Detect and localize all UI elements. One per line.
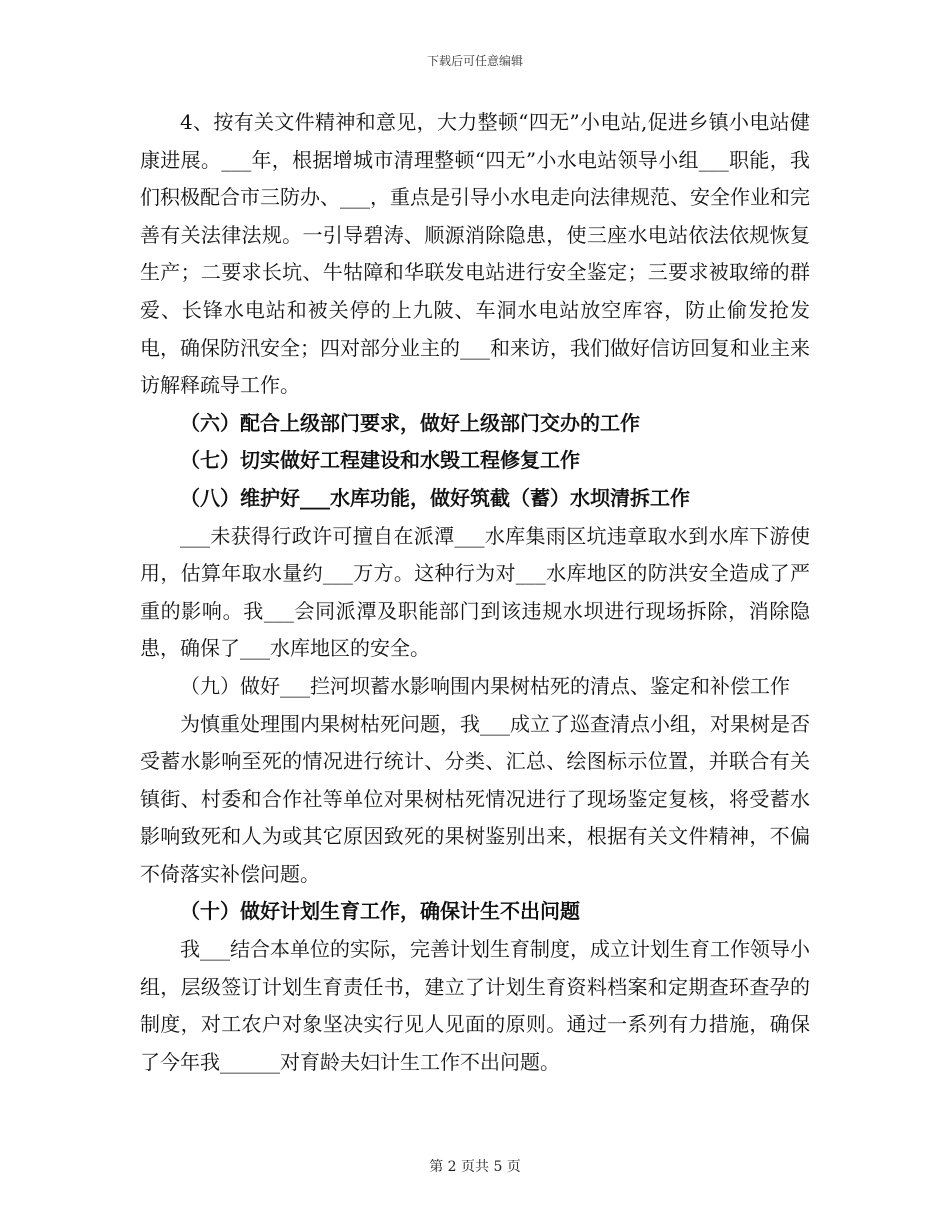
document-body <box>140 104 810 1081</box>
section-heading-10: （十）做好计划生育工作，确保计生不出问题 <box>180 899 580 924</box>
paragraph-family-planning: 我___结合本单位的实际，完善计划生育制度，成立计划生育工作领导小组，层级签订计划生育责任书，建立了计划生育资料档案和定期查环查孕的制度，对工农户对象坚决实行见人见面的原则。通过一系列有力措施，确保了今年我______对育龄夫妇计生工作不出问题。 <box>140 937 810 1074</box>
page-number: 第 2 页共 5 页 <box>429 1159 521 1175</box>
section-heading-8: （八）维护好___水库功能，做好筑截（蓄）水坝清拆工作 <box>180 485 690 510</box>
paragraph-rectify-power-stations: 4、按有关文件精神和意见，大力整顿“四无”小电站,促进乡镇小电站健康进展。___年，根据增城市清理整顿“四无”小水电站领导小组___职能，我们积极配合市三防办、___，重点是引导小水电走向法律规范、安全作业和完善有关法律法规。一引导碧涛、顺源消除隐患，使三座水电站依法依规恢复生产；二要求长坑、牛牯障和华联发电站进行安全鉴定；三要求被取缔的群爱、长锋水电站和被关停的上九陂、车洞水电站放空库容，防止偷发抢发电，确保防汛安全；四对部分业主的___和来访，我们做好信访回复和业主来访解释疏导工作。 <box>140 110 810 398</box>
paragraph-dam-removal: ___未获得行政许可擅自在派潭___水库集雨区坑违章取水到水库下游使用，估算年取水量约___万方。这种行为对___水库地区的防洪安全造成了严重的影响。我___会同派潭及职能部门到该违规水坝进行现场拆除，消除隐患，确保了___水库地区的安全。 <box>140 523 810 661</box>
section-heading-9: （九）做好___拦河坝蓄水影响围内果树枯死的清点、鉴定和补偿工作 <box>180 673 790 698</box>
section-heading-6: （六）配合上级部门要求，做好上级部门交办的工作 <box>180 410 640 435</box>
section-heading-7: （七）切实做好工程建设和水毁工程修复工作 <box>180 448 580 473</box>
paragraph-fruit-tree-compensation: 为慎重处理围内果树枯死问题，我___成立了巡查清点小组，对果树是否受蓄水影响至死的情况进行统计、分类、汇总、绘图标示位置，并联合有关镇街、村委和合作社等单位对果树枯死情况进行了现场鉴定复核，将受蓄水影响致死和人为或其它原因致死的果树鉴别出来，根据有关文件精神，不偏不倚落实补偿问题。 <box>140 711 810 886</box>
page-header: 下载后可任意编辑 <box>426 54 523 68</box>
